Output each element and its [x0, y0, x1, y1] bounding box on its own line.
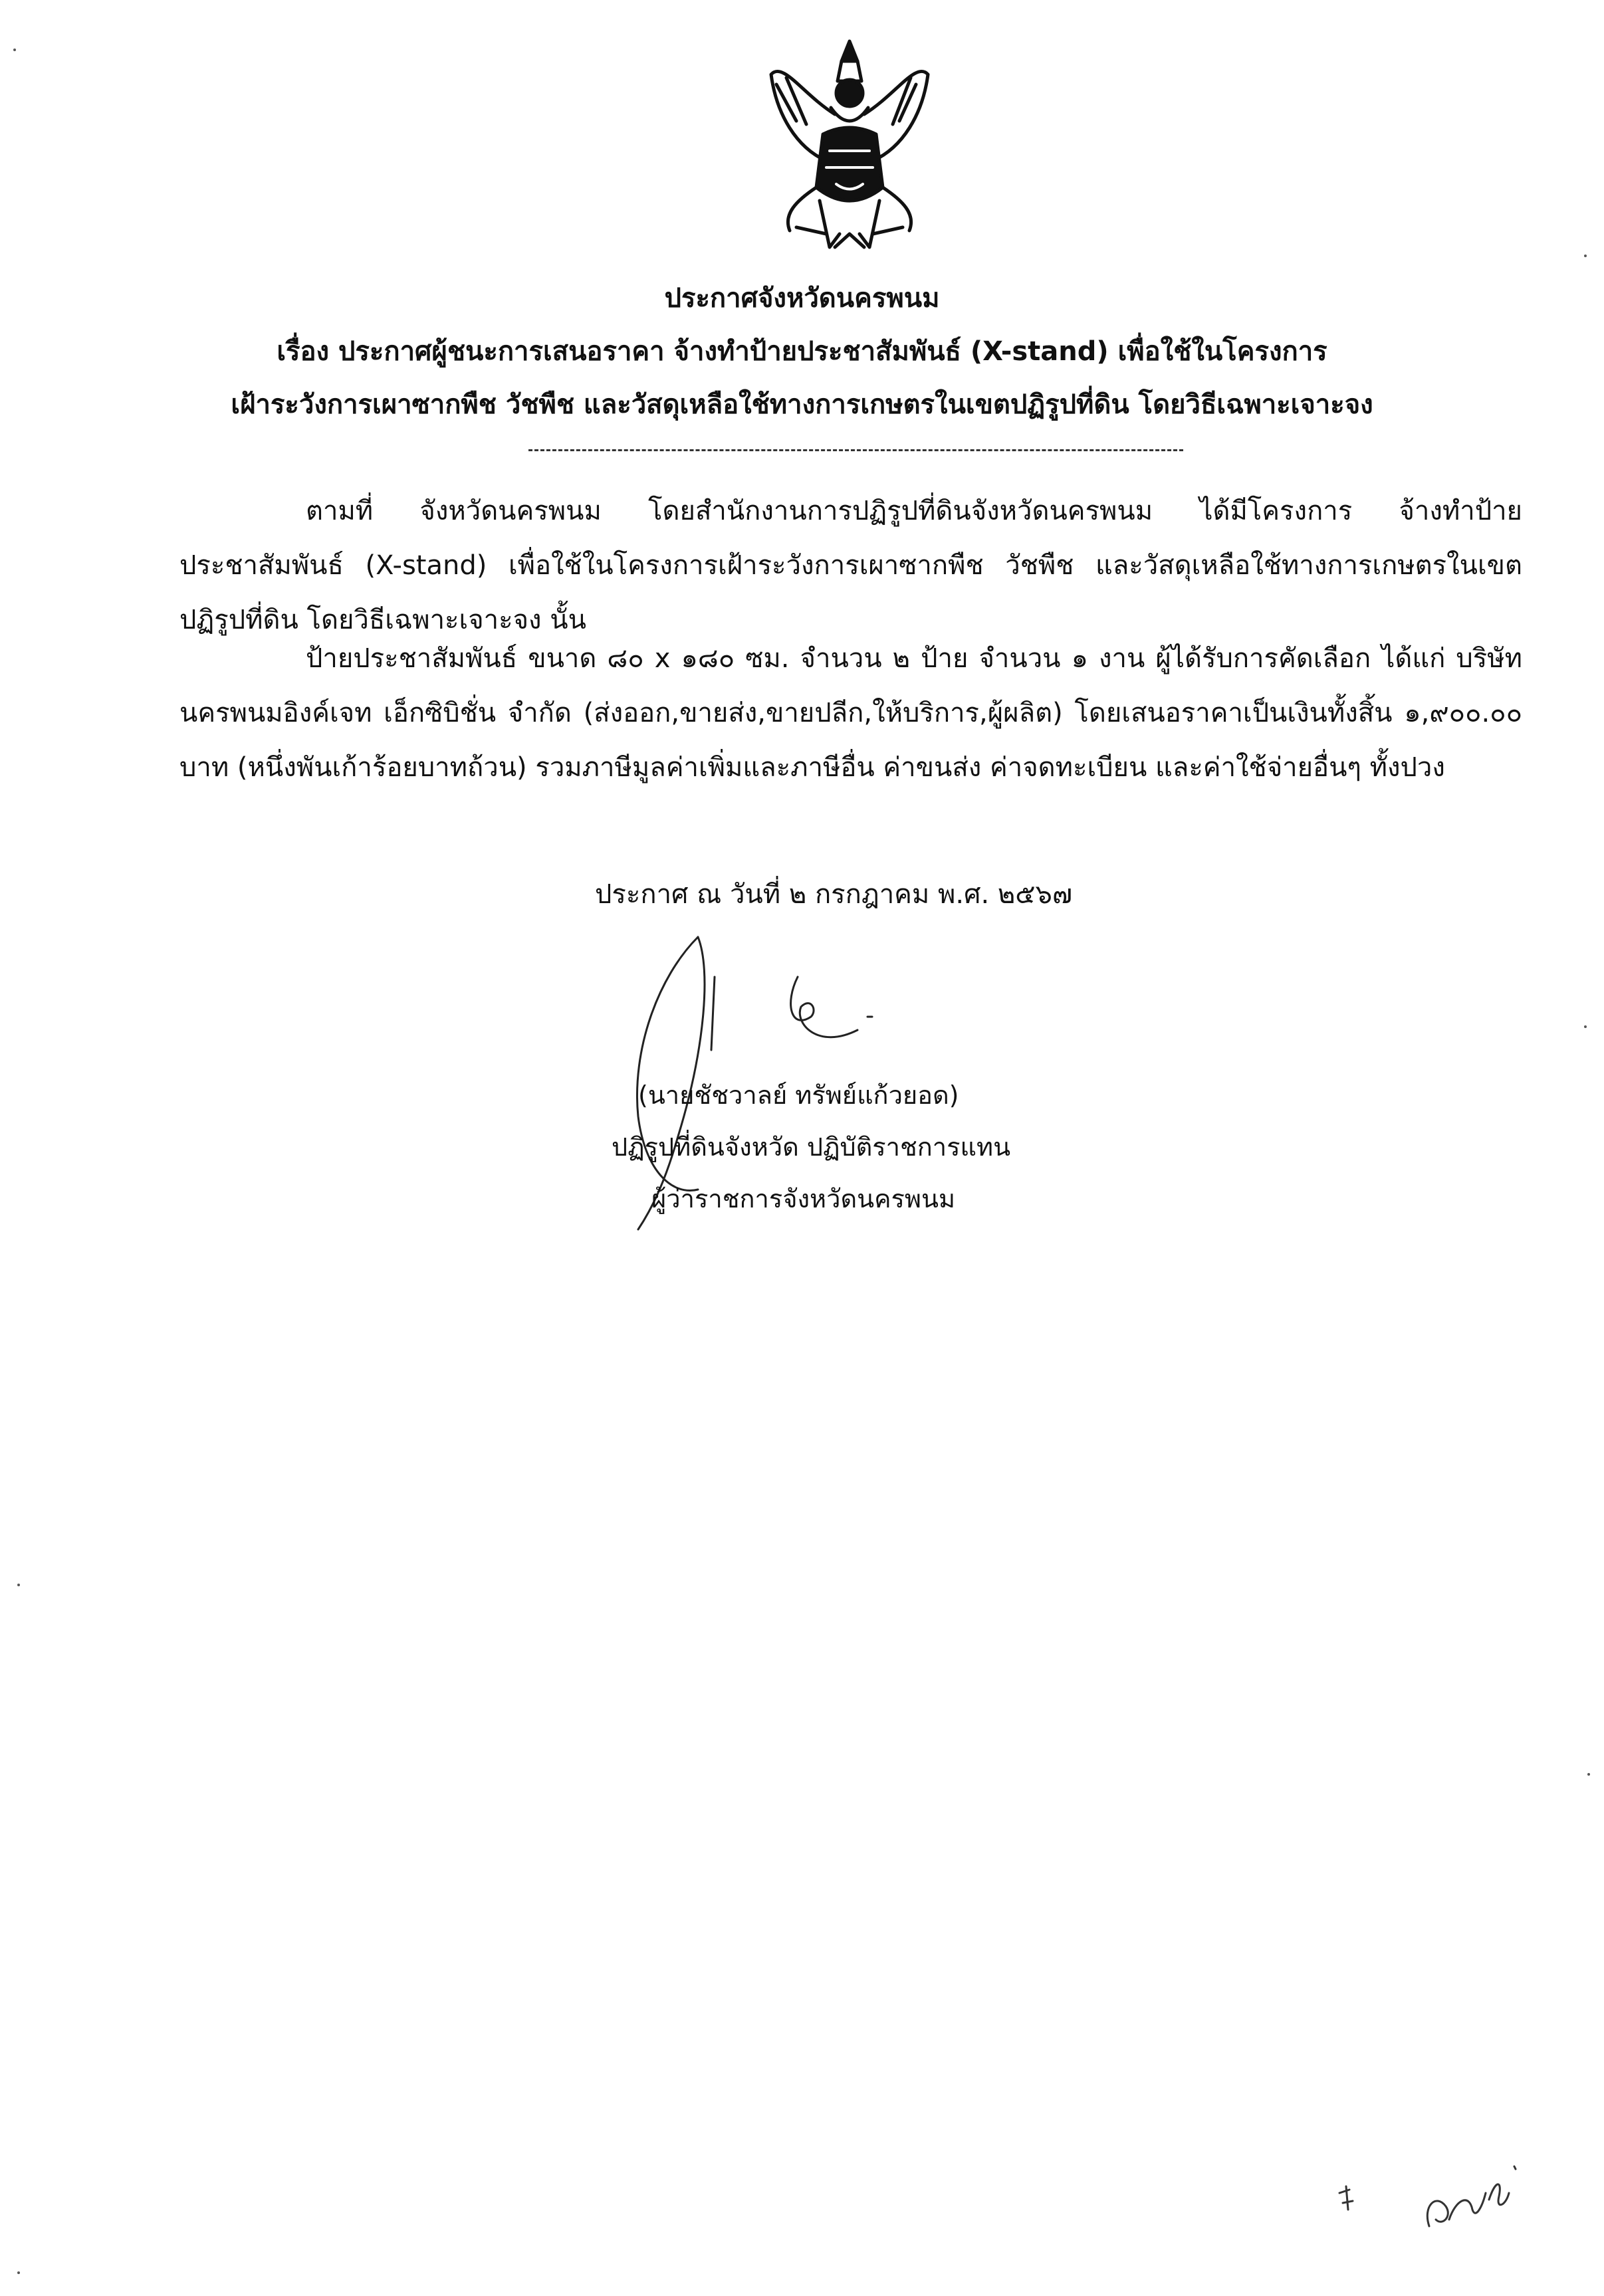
- subject-line-2: เฝ้าระวังการเผาซากพืช วัชพืช และวัสดุเหลือใช้ทางการเกษตรในเขตปฏิรูปที่ดิน โดยวิธีเฉพาะเจาะจง: [231, 389, 1373, 420]
- announcement-date: ประกาศ ณ วันที่ ๒ กรกฎาคม พ.ศ. ๒๕๖๗: [595, 879, 1073, 910]
- handwritten-initials: [1329, 2153, 1529, 2240]
- body-paragraph-2: [179, 631, 1522, 795]
- subject-line-1: เรื่อง ประกาศผู้ชนะการเสนอราคา จ้างทำป้ายประชาสัมพันธ์ (X-stand) เพื่อใช้ในโครงการ: [277, 336, 1327, 367]
- announcement-title: ประกาศจังหวัดนครพนม: [664, 283, 940, 314]
- signatory-name: (นายชัชวาลย์ ทรัพย์แก้วยอด): [638, 1081, 959, 1110]
- heading-divider: [528, 449, 1183, 451]
- signatory-position-1: ปฏิรูปที่ดินจังหวัด ปฏิบัติราชการแทน: [612, 1132, 1011, 1162]
- body-paragraph-1: [179, 484, 1522, 647]
- signatory-position-2: ผู้ว่าราชการจังหวัดนครพนม: [651, 1184, 956, 1213]
- garuda-emblem-icon: [756, 35, 943, 261]
- paragraph-1-text: ตามที่ จังหวัดนครพนม โดยสำนักงานการปฏิรูปที่ดินจังหวัดนครพนม ได้มีโครงการ จ้างทำป้ายประชาสัมพันธ์ (X-stand) เพื่อใช้ในโครงการเฝ้าระวังการเผาซากพืช วัชพืช และวัสดุเหลือใช้ทางการเกษตรในเขตปฏิรูปที่ดิน โดยวิธีเฉพาะเจาะจง นั้น: [179, 496, 1522, 635]
- paragraph-2-text: ป้ายประชาสัมพันธ์ ขนาด ๘๐ x ๑๘๐ ซม. จำนวน ๒ ป้าย จำนวน ๑ งาน ผู้ได้รับการคัดเลือก ได้แก่ บริษัท นครพนมอิงค์เจท เอ็กซิบิชั่น จำกัด (ส่งออก,ขายส่ง,ขายปลีก,ให้บริการ,ผู้ผลิต) โดยเสนอราคาเป็นเงินทั้งสิ้น ๑,๙๐๐.๐๐ บาท (หนึ่งพันเก้าร้อยบาทถ้วน) รวมภาษีมูลค่าเพิ่มและภาษีอื่น ค่าขนส่ง ค่าจดทะเบียน และค่าใช้จ่ายอื่นๆ ทั้งปวง: [179, 643, 1522, 783]
